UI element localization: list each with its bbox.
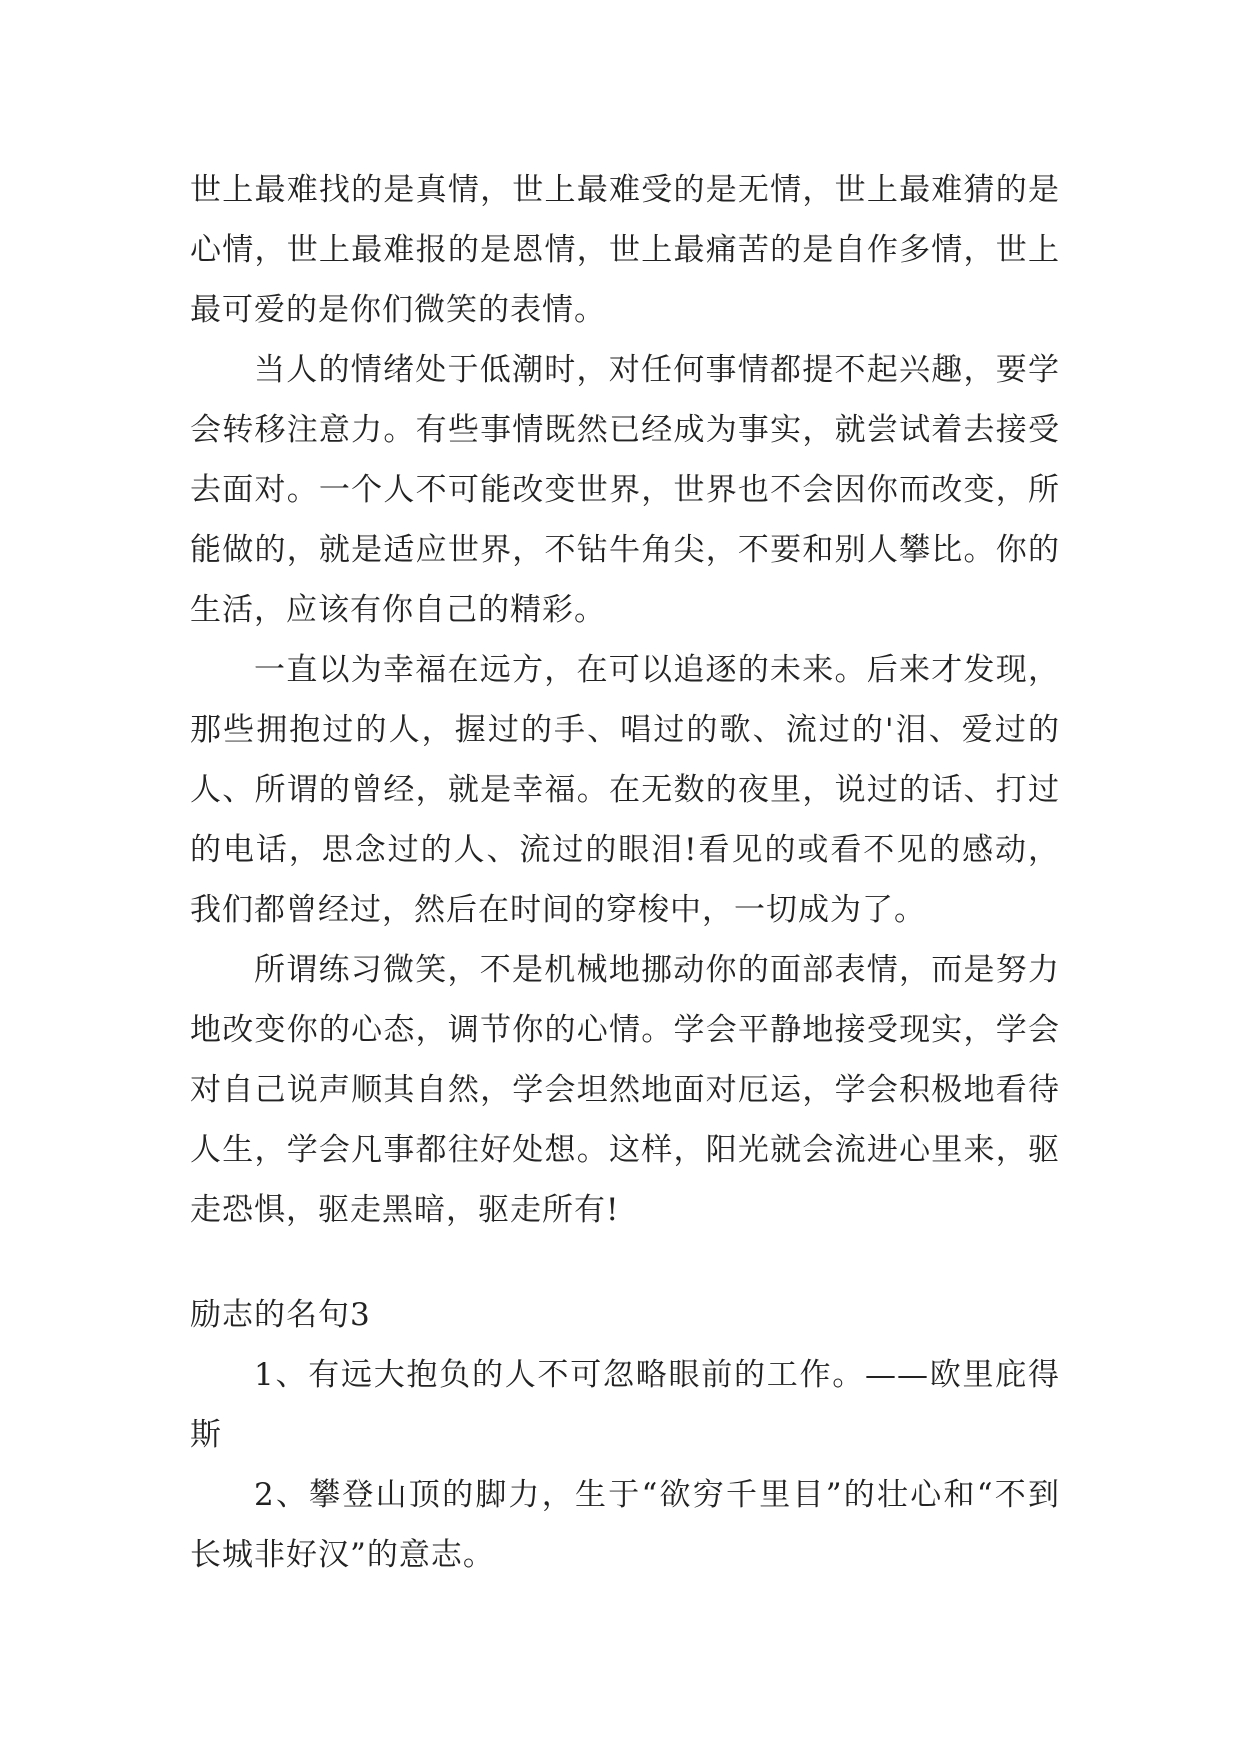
section-heading: 励志的名句3 bbox=[190, 1297, 371, 1333]
paragraph-2: 当人的情绪处于低潮时，对任何事情都提不起兴趣，要学会转移注意力。有些事情既然已经成为事实，就尝试着去接受去面对。一个人不可能改变世界，世界也不会因你而改变，所能做的，就是适应世界，不钻牛角尖，不要和别人攀比。你的生活，应该有你自己的精彩。 bbox=[190, 352, 1060, 628]
quote-item-1: 1、有远大抱负的人不可忽略眼前的工作。——欧里庇得斯 bbox=[190, 1357, 1060, 1453]
paragraph-1: 世上最难找的是真情，世上最难受的是无情，世上最难猜的是心情，世上最难报的是恩情，世上最痛苦的是自作多情，世上最可爱的是你们微笑的表情。 bbox=[190, 172, 1060, 328]
paragraph-4: 所谓练习微笑，不是机械地挪动你的面部表情，而是努力地改变你的心态，调节你的心情。学会平静地接受现实，学会对自己说声顺其自然，学会坦然地面对厄运，学会积极地看待人生，学会凡事都往好处想。这样，阳光就会流进心里来，驱走恐惧，驱走黑暗，驱走所有! bbox=[190, 952, 1060, 1228]
document-body bbox=[190, 160, 1060, 1585]
paragraph-3: 一直以为幸福在远方，在可以追逐的未来。后来才发现，那些拥抱过的人，握过的手、唱过的歌、流过的'泪、爱过的人、所谓的曾经，就是幸福。在无数的夜里，说过的话、打过的电话，思念过的人、流过的眼泪!看见的或看不见的感动，我们都曾经过，然后在时间的穿梭中，一切成为了。 bbox=[190, 652, 1060, 928]
quote-item-2: 2、攀登山顶的脚力，生于“欲穷千里目”的壮心和“不到长城非好汉”的意志。 bbox=[190, 1477, 1060, 1573]
